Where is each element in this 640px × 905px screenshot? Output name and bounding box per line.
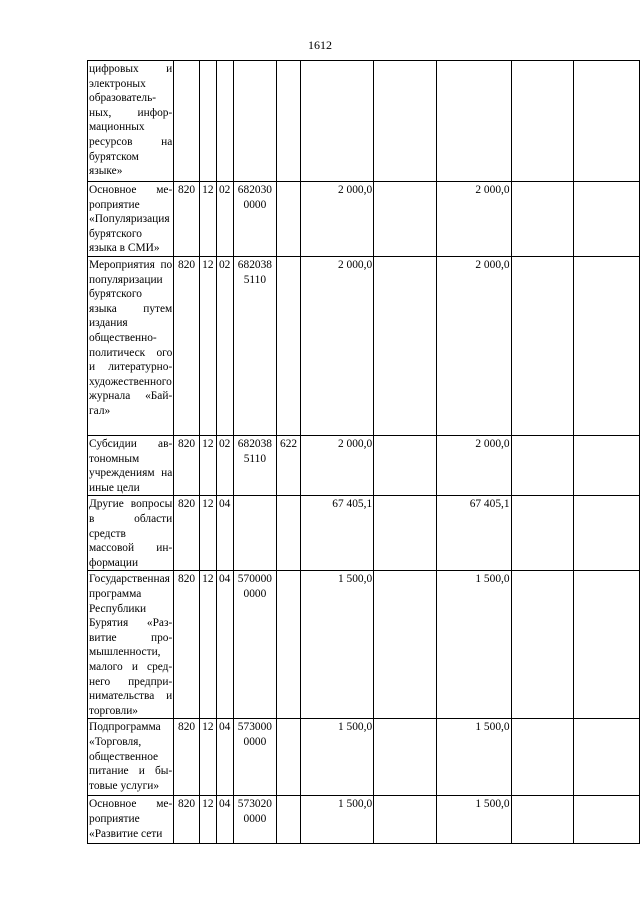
target-article-code: 682030 0000 <box>233 182 277 257</box>
target-article-code: 682038 5110 <box>233 435 277 495</box>
table-row <box>88 435 640 495</box>
budget-table <box>87 60 640 844</box>
amount-cell <box>437 61 511 182</box>
target-article-code: 570000 0000 <box>233 571 277 719</box>
subsection-code: 02 <box>216 182 233 257</box>
amount-cell: 2 000,0 <box>300 182 373 257</box>
ministry-code: 820 <box>174 571 200 719</box>
expense-type-code <box>277 571 301 719</box>
ministry-code: 820 <box>174 719 200 796</box>
amount-cell <box>374 796 437 844</box>
amount-cell <box>573 719 639 796</box>
section-code <box>199 61 216 182</box>
ministry-code: 820 <box>174 435 200 495</box>
subsection-code: 04 <box>216 496 233 571</box>
table-row <box>88 256 640 435</box>
target-article-code: 682038 5110 <box>233 256 277 435</box>
amount-cell: 2 000,0 <box>437 256 511 435</box>
target-article-code <box>233 61 277 182</box>
table-row <box>88 571 640 719</box>
target-article-code <box>233 496 277 571</box>
row-name: Мероприятия по популяризации бурятского языка путем издания общественно-политическ ого и литературно-художественного журнала «Байгал» <box>88 256 174 435</box>
row-name: цифровых и электроных образовательных, информационных ресурсов на бурятском языке» <box>88 61 174 182</box>
amount-cell: 2 000,0 <box>300 256 373 435</box>
amount-cell <box>573 182 639 257</box>
amount-cell <box>511 182 573 257</box>
amount-cell <box>573 796 639 844</box>
table-row <box>88 61 640 182</box>
target-article-code: 573000 0000 <box>233 719 277 796</box>
amount-cell <box>573 435 639 495</box>
row-name: Государственная программа Республики Бурятия «Развитие промышленности, малого и среднего предпринимательства и торговли» <box>88 571 174 719</box>
amount-cell: 2 000,0 <box>437 182 511 257</box>
expense-type-code: 622 <box>277 435 301 495</box>
table-row <box>88 496 640 571</box>
section-code: 12 <box>199 719 216 796</box>
expense-type-code <box>277 256 301 435</box>
subsection-code <box>216 61 233 182</box>
amount-cell <box>511 256 573 435</box>
row-name: Другие вопросы в области средств массовой информации <box>88 496 174 571</box>
amount-cell: 2 000,0 <box>300 435 373 495</box>
expense-type-code <box>277 182 301 257</box>
amount-cell: 1 500,0 <box>437 571 511 719</box>
ministry-code: 820 <box>174 796 200 844</box>
amount-cell <box>374 571 437 719</box>
table-row <box>88 182 640 257</box>
subsection-code: 04 <box>216 571 233 719</box>
amount-cell: 1 500,0 <box>300 719 373 796</box>
ministry-code <box>174 61 200 182</box>
row-name: Основное мероприятие «Развитие сети <box>88 796 174 844</box>
section-code: 12 <box>199 256 216 435</box>
subsection-code: 04 <box>216 796 233 844</box>
amount-cell <box>511 496 573 571</box>
amount-cell: 67 405,1 <box>437 496 511 571</box>
amount-cell: 2 000,0 <box>437 435 511 495</box>
amount-cell: 1 500,0 <box>300 571 373 719</box>
amount-cell <box>374 435 437 495</box>
amount-cell <box>374 182 437 257</box>
amount-cell <box>573 496 639 571</box>
ministry-code: 820 <box>174 256 200 435</box>
ministry-code: 820 <box>174 182 200 257</box>
amount-cell <box>511 61 573 182</box>
amount-cell <box>300 61 373 182</box>
amount-cell <box>374 61 437 182</box>
table-row <box>88 796 640 844</box>
amount-cell <box>573 61 639 182</box>
section-code: 12 <box>199 435 216 495</box>
amount-cell <box>573 256 639 435</box>
amount-cell <box>573 571 639 719</box>
section-code: 12 <box>199 571 216 719</box>
amount-cell <box>374 496 437 571</box>
expense-type-code <box>277 719 301 796</box>
amount-cell: 1 500,0 <box>437 796 511 844</box>
amount-cell <box>511 435 573 495</box>
section-code: 12 <box>199 182 216 257</box>
target-article-code: 573020 0000 <box>233 796 277 844</box>
amount-cell <box>511 571 573 719</box>
ministry-code: 820 <box>174 496 200 571</box>
amount-cell <box>374 256 437 435</box>
section-code: 12 <box>199 796 216 844</box>
amount-cell: 1 500,0 <box>437 719 511 796</box>
expense-type-code <box>277 796 301 844</box>
amount-cell: 67 405,1 <box>300 496 373 571</box>
subsection-code: 02 <box>216 256 233 435</box>
table-row <box>88 719 640 796</box>
subsection-code: 04 <box>216 719 233 796</box>
row-name: Субсидии автономным учреждениям на иные цели <box>88 435 174 495</box>
section-code: 12 <box>199 496 216 571</box>
row-name: Основное мероприятие «Популяризация бурятского языка в СМИ» <box>88 182 174 257</box>
amount-cell <box>511 796 573 844</box>
page-number: 1612 <box>308 38 332 52</box>
amount-cell: 1 500,0 <box>300 796 373 844</box>
expense-type-code <box>277 496 301 571</box>
amount-cell <box>511 719 573 796</box>
subsection-code: 02 <box>216 435 233 495</box>
row-name: Подпрограмма «Торговля, общественное питание и бытовые услуги» <box>88 719 174 796</box>
expense-type-code <box>277 61 301 182</box>
amount-cell <box>374 719 437 796</box>
